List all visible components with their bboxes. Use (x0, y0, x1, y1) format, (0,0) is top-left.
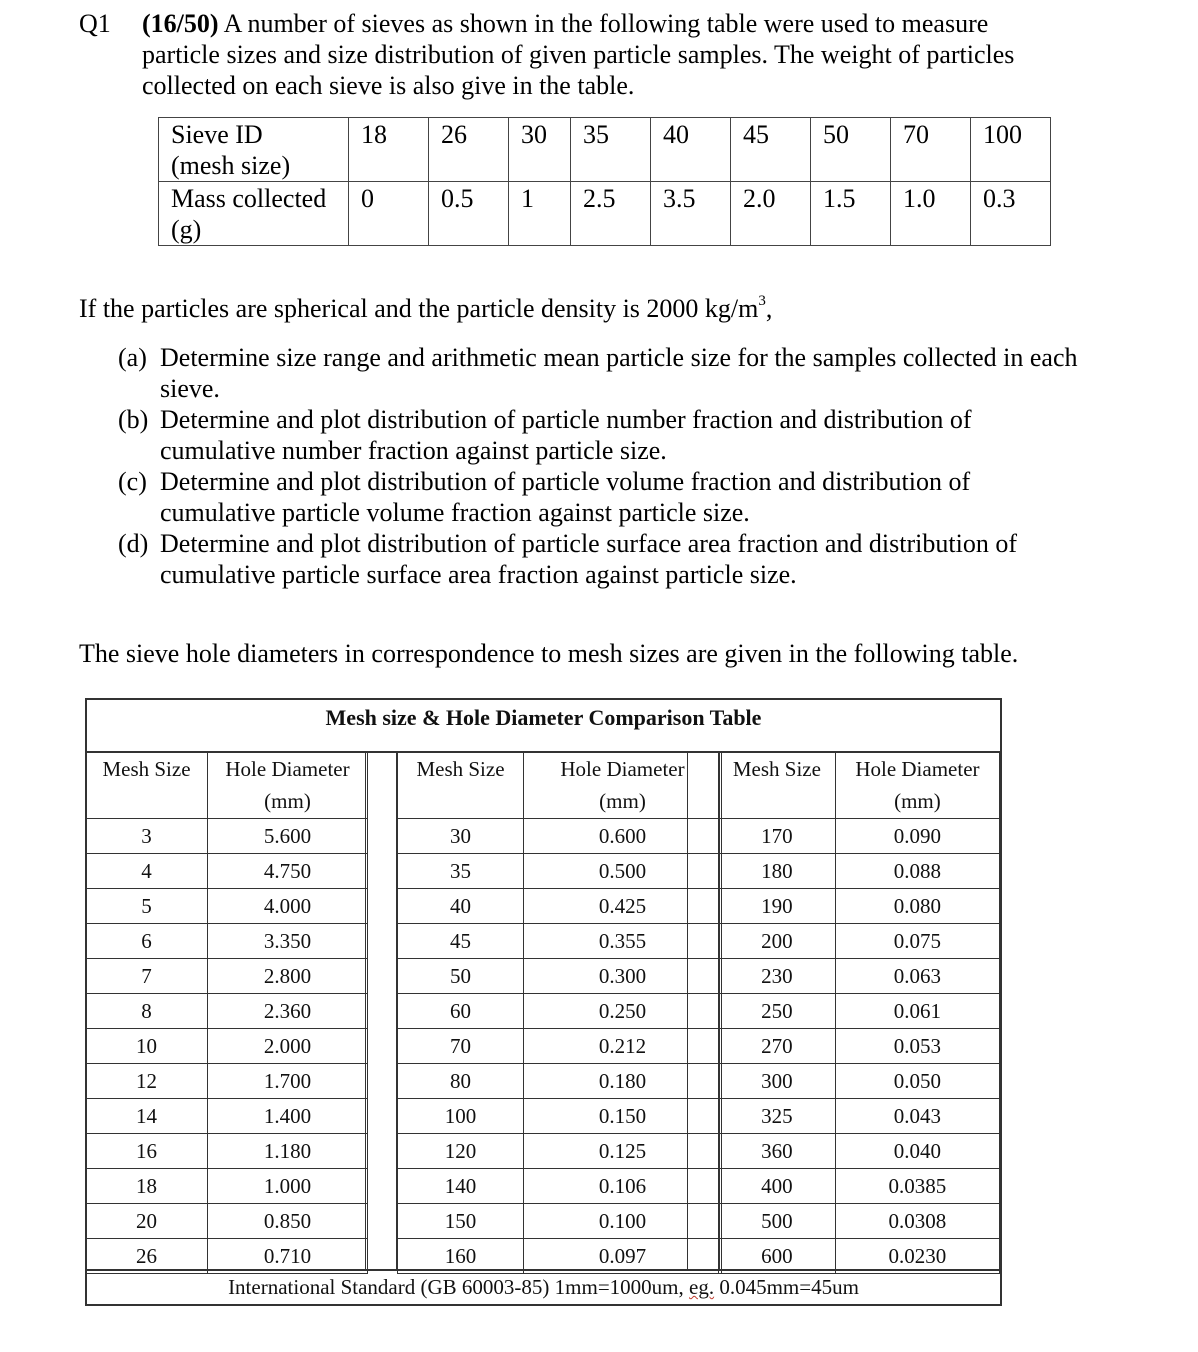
sieve-id-cell: 40 (651, 118, 731, 182)
hole-diameter-unit: (mm) (524, 785, 722, 819)
hole-diameter-cell: 0.075 (835, 924, 999, 959)
mesh-size-cell: 20 (86, 1204, 208, 1239)
hole-diameter-cell: 4.000 (208, 889, 368, 924)
mesh-row (86, 854, 368, 889)
part-item (118, 342, 1078, 404)
hole-diameter-cell: 0.088 (835, 854, 999, 889)
hole-diameter-cell: 0.050 (835, 1064, 999, 1099)
question-text (142, 8, 1072, 101)
part-text: Determine and plot distribution of particle surface area fraction and distribution of cumulative particle surface area fraction against particle size. (160, 529, 1017, 589)
hole-diameter-header: Hole Diameter (524, 753, 722, 785)
mass-cell: 1.0 (891, 182, 971, 246)
mesh-size-header: Mesh Size (86, 753, 208, 785)
mesh-size-cell: 3 (86, 819, 208, 854)
mesh-size-cell: 14 (86, 1099, 208, 1134)
question-parts-list (118, 342, 1078, 590)
hole-diameter-cell: 0.100 (524, 1204, 722, 1239)
sieve-id-cell: 45 (731, 118, 811, 182)
mesh-row (719, 1029, 1000, 1064)
mesh-size-cell: 30 (398, 819, 524, 854)
mesh-size-header: Mesh Size (719, 753, 836, 785)
hole-diameter-cell: 2.800 (208, 959, 368, 994)
hole-diameter-header: Hole Diameter (835, 753, 999, 785)
hole-diameter-cell: 0.250 (524, 994, 722, 1029)
mesh-size-cell: 500 (719, 1204, 836, 1239)
hole-diameter-cell: 0.097 (524, 1239, 722, 1274)
hole-diameter-cell: 1.000 (208, 1169, 368, 1204)
mass-cell: 0 (349, 182, 429, 246)
mesh-row (86, 959, 368, 994)
mesh-row (86, 1099, 368, 1134)
mesh-size-cell: 300 (719, 1064, 836, 1099)
mesh-hole-diameter-table (85, 698, 1002, 1306)
sieve-id-cell: 18 (349, 118, 429, 182)
hole-diameter-cell: 0.180 (524, 1064, 722, 1099)
hole-diameter-cell: 1.400 (208, 1099, 368, 1134)
mesh-size-cell: 100 (398, 1099, 524, 1134)
group-gutter (365, 752, 397, 1271)
hole-diameter-cell: 0.150 (524, 1099, 722, 1134)
mesh-size-cell: 45 (398, 924, 524, 959)
mesh-row (398, 819, 722, 854)
mesh-size-header-blank (86, 785, 208, 819)
mass-collected-label: Mass collected (171, 184, 327, 213)
hole-diameter-cell: 0.090 (835, 819, 999, 854)
mesh-row (719, 819, 1000, 854)
mesh-table-title: Mesh size & Hole Diameter Comparison Table (325, 705, 762, 730)
mesh-size-cell: 600 (719, 1239, 836, 1274)
question-marks: (16/50) (142, 9, 219, 38)
mesh-group-3 (718, 752, 1000, 1274)
part-label: (d) (118, 529, 149, 558)
mesh-size-cell: 60 (398, 994, 524, 1029)
mesh-row (398, 994, 722, 1029)
part-item (118, 404, 1078, 466)
assumption-trail: , (765, 294, 773, 323)
mass-row (159, 182, 1051, 246)
footer-example: 0.045mm=45um (714, 1275, 859, 1299)
hole-diameter-cell: 0.355 (524, 924, 722, 959)
hole-diameter-cell: 0.063 (835, 959, 999, 994)
mass-cell: 3.5 (651, 182, 731, 246)
mesh-size-cell: 40 (398, 889, 524, 924)
mesh-row (719, 1204, 1000, 1239)
part-text: Determine and plot distribution of particle volume fraction and distribution of cumulative particle volume fraction against particle size. (160, 467, 971, 527)
mesh-row (398, 889, 722, 924)
hole-diameter-unit: (mm) (208, 785, 368, 819)
mesh-size-cell: 5 (86, 889, 208, 924)
hole-diameter-cell: 0.125 (524, 1134, 722, 1169)
mesh-size-cell: 50 (398, 959, 524, 994)
part-label: (b) (118, 405, 149, 434)
mass-cell: 1.5 (811, 182, 891, 246)
mesh-row (719, 959, 1000, 994)
mesh-row (719, 1134, 1000, 1169)
question-body: A number of sieves as shown in the following table were used to measure particle sizes and size distribution of given particle samples. The weight of particles collected on each sieve is also give in the table. (142, 9, 1015, 100)
hole-diameter-cell: 0.850 (208, 1204, 368, 1239)
mesh-size-cell: 140 (398, 1169, 524, 1204)
mesh-row (398, 1169, 722, 1204)
hole-diameter-cell: 5.600 (208, 819, 368, 854)
mesh-row (398, 1204, 722, 1239)
footer-divider (87, 1269, 1000, 1271)
mass-cell: 1 (509, 182, 571, 246)
mesh-size-cell: 400 (719, 1169, 836, 1204)
mesh-size-cell: 270 (719, 1029, 836, 1064)
mesh-size-cell: 150 (398, 1204, 524, 1239)
mesh-row (86, 1134, 368, 1169)
mesh-table-footer (87, 1272, 1000, 1302)
mass-cell: 0.3 (971, 182, 1051, 246)
mesh-row (398, 1134, 722, 1169)
hole-diameter-cell: 0.040 (835, 1134, 999, 1169)
part-text: Determine size range and arithmetic mean particle size for the samples collected in each sieve. (160, 343, 1078, 403)
hole-diameter-cell: 0.425 (524, 889, 722, 924)
part-item (118, 528, 1078, 590)
mesh-size-cell: 10 (86, 1029, 208, 1064)
sieve-id-cell: 35 (571, 118, 651, 182)
mesh-size-cell: 250 (719, 994, 836, 1029)
mesh-row (719, 924, 1000, 959)
mesh-size-header-blank (398, 785, 524, 819)
mesh-size-header-blank (719, 785, 836, 819)
hole-diameter-cell: 0.600 (524, 819, 722, 854)
sieve-id-cell: 70 (891, 118, 971, 182)
mesh-row (719, 1064, 1000, 1099)
mesh-row (86, 819, 368, 854)
hole-diameter-unit: (mm) (835, 785, 999, 819)
mesh-row (86, 889, 368, 924)
mesh-size-cell: 16 (86, 1134, 208, 1169)
hole-diameter-cell: 2.360 (208, 994, 368, 1029)
mesh-size-label: (mesh size) (171, 151, 291, 180)
mesh-size-cell: 160 (398, 1239, 524, 1274)
mesh-row (719, 854, 1000, 889)
mesh-row (86, 1064, 368, 1099)
assumption-body: If the particles are spherical and the particle density is 2000 kg/m (79, 294, 759, 323)
mesh-row (86, 924, 368, 959)
mesh-row (719, 994, 1000, 1029)
mesh-row (86, 1029, 368, 1064)
mesh-size-cell: 4 (86, 854, 208, 889)
hole-diameter-cell: 0.212 (524, 1029, 722, 1064)
hole-diameter-header: Hole Diameter (208, 753, 368, 785)
mesh-size-cell: 7 (86, 959, 208, 994)
hole-diameter-cell: 1.180 (208, 1134, 368, 1169)
mesh-size-header: Mesh Size (398, 753, 524, 785)
mesh-row (398, 924, 722, 959)
mesh-row (398, 959, 722, 994)
sieve-id-cell: 30 (509, 118, 571, 182)
mesh-size-cell: 325 (719, 1099, 836, 1134)
question-number: Q1 (79, 9, 111, 38)
hole-diameter-cell: 0.080 (835, 889, 999, 924)
hole-diameter-cell: 0.053 (835, 1029, 999, 1064)
sieve-id-cell: 100 (971, 118, 1051, 182)
mesh-group-2 (397, 752, 722, 1274)
mesh-size-cell: 8 (86, 994, 208, 1029)
hole-diameter-cell: 0.0230 (835, 1239, 999, 1274)
hole-diameter-cell: 0.300 (524, 959, 722, 994)
part-item (118, 466, 1078, 528)
mass-unit-label: (g) (171, 215, 202, 244)
hole-diameter-cell: 0.0308 (835, 1204, 999, 1239)
hole-diameter-cell: 1.700 (208, 1064, 368, 1099)
mesh-row (719, 1099, 1000, 1134)
mass-cell: 2.5 (571, 182, 651, 246)
footer-standard: International Standard (GB 60003-85) 1mm=1000um, (228, 1275, 689, 1299)
hole-diameter-cell: 0.106 (524, 1169, 722, 1204)
assumption-text (79, 293, 772, 324)
hole-diameter-cell: 3.350 (208, 924, 368, 959)
footer-eg-spellcheck: eg. (689, 1275, 715, 1299)
mesh-row (719, 1169, 1000, 1204)
hole-diameter-cell: 2.000 (208, 1029, 368, 1064)
sieve-mass-table (158, 117, 1051, 246)
hole-diameter-cell: 0.0385 (835, 1169, 999, 1204)
mesh-row (398, 854, 722, 889)
mesh-size-cell: 12 (86, 1064, 208, 1099)
mesh-size-cell: 360 (719, 1134, 836, 1169)
mesh-row (398, 1064, 722, 1099)
mesh-row (86, 1204, 368, 1239)
mesh-table-intro: The sieve hole diameters in correspondence to mesh sizes are given in the following table. (79, 639, 1019, 668)
mesh-size-cell: 190 (719, 889, 836, 924)
hole-diameter-cell: 4.750 (208, 854, 368, 889)
mesh-size-cell: 170 (719, 819, 836, 854)
sieve-id-cell: 50 (811, 118, 891, 182)
mesh-size-cell: 26 (86, 1239, 208, 1274)
mesh-size-cell: 200 (719, 924, 836, 959)
sieve-id-cell: 26 (429, 118, 509, 182)
mesh-size-cell: 18 (86, 1169, 208, 1204)
hole-diameter-cell: 0.710 (208, 1239, 368, 1274)
mesh-size-cell: 230 (719, 959, 836, 994)
mesh-size-cell: 120 (398, 1134, 524, 1169)
mesh-row (398, 1099, 722, 1134)
mesh-size-cell: 35 (398, 854, 524, 889)
part-label: (a) (118, 343, 147, 372)
mesh-size-cell: 80 (398, 1064, 524, 1099)
mesh-size-cell: 180 (719, 854, 836, 889)
mass-cell: 0.5 (429, 182, 509, 246)
mesh-row (719, 889, 1000, 924)
mesh-group-1 (85, 752, 368, 1274)
mesh-row (86, 1169, 368, 1204)
hole-diameter-cell: 0.061 (835, 994, 999, 1029)
hole-diameter-cell: 0.500 (524, 854, 722, 889)
mass-header (159, 182, 349, 246)
sieve-id-header (159, 118, 349, 182)
sieve-id-label: Sieve ID (171, 120, 263, 149)
sieve-id-row (159, 118, 1051, 182)
hole-diameter-cell: 0.043 (835, 1099, 999, 1134)
cubic-superscript: 3 (758, 293, 766, 310)
mesh-size-cell: 70 (398, 1029, 524, 1064)
mesh-row (86, 994, 368, 1029)
mesh-size-cell: 6 (86, 924, 208, 959)
mesh-row (398, 1029, 722, 1064)
mass-cell: 2.0 (731, 182, 811, 246)
part-label: (c) (118, 467, 147, 496)
part-text: Determine and plot distribution of particle number fraction and distribution of cumulative number fraction against particle size. (160, 405, 972, 465)
